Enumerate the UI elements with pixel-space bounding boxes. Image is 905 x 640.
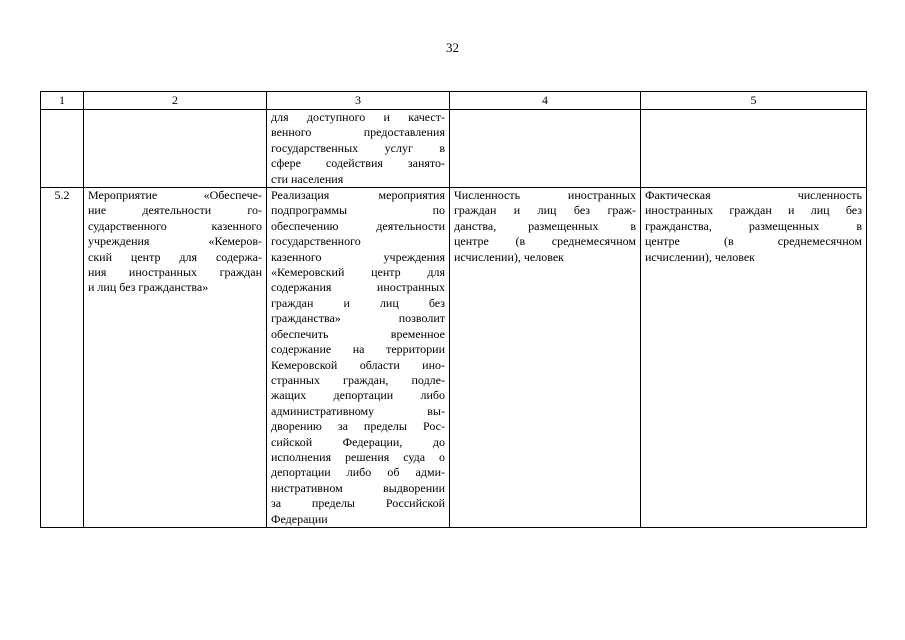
text-line: и лиц без гражданства» xyxy=(88,280,209,295)
text-line: гражданства, размещенных в xyxy=(645,218,862,233)
cell-result-indicator xyxy=(641,188,867,528)
column-number-5: 5 xyxy=(641,92,867,110)
text-line: венного предоставления xyxy=(271,125,445,140)
cell-measure-empty xyxy=(84,110,267,188)
cell-item-number: 5.2 xyxy=(41,188,84,528)
text-line: Численность иностранных xyxy=(454,188,636,203)
text-line: центре (в среднемесячном xyxy=(645,234,862,249)
cell-description-continued xyxy=(267,110,450,188)
text-line: депортации либо об адми- xyxy=(271,465,445,480)
text-line: исчислении), человек xyxy=(645,249,755,264)
text-line: странных граждан, подле- xyxy=(271,372,445,387)
text-line: содержание на территории xyxy=(271,342,445,357)
text-line: дворению за пределы Рос- xyxy=(271,419,445,434)
cell-text xyxy=(88,188,262,296)
text-line: для доступного и качест- xyxy=(271,110,445,124)
text-line: государственного xyxy=(271,234,361,249)
cell-indicator-empty xyxy=(450,110,641,188)
text-line: сфере содействия занято- xyxy=(271,156,445,171)
column-number-row xyxy=(41,92,867,110)
text-line: ский центр для содержа- xyxy=(88,249,262,264)
text-line: казенного учреждения xyxy=(271,249,445,264)
cell-number-empty xyxy=(41,110,84,188)
table-row-5-2 xyxy=(41,188,867,528)
text-line: Кемеровской области ино- xyxy=(271,357,445,372)
text-line: сти населения xyxy=(271,171,344,186)
text-line: данства, размещенных в xyxy=(454,218,636,233)
text-line: жащих депортации либо xyxy=(271,388,445,403)
text-line: центре (в среднемесячном xyxy=(454,234,636,249)
text-line: обеспечению деятельности xyxy=(271,218,445,233)
text-line: ние деятельности го- xyxy=(88,203,262,218)
cell-result-empty xyxy=(641,110,867,188)
text-line: содержания иностранных xyxy=(271,280,445,295)
page-number: 32 xyxy=(446,40,459,55)
text-line: «Кемеровский центр для xyxy=(271,265,445,280)
text-line: Мероприятие «Обеспече- xyxy=(88,188,262,203)
cell-text xyxy=(271,188,445,527)
text-line: Федерации xyxy=(271,511,328,526)
cell-indicator xyxy=(450,188,641,528)
text-line: государственных услуг в xyxy=(271,140,445,155)
text-line: учреждения «Кемеров- xyxy=(88,234,262,249)
text-line: сийской Федерации, до xyxy=(271,434,445,449)
text-line: административному вы- xyxy=(271,403,445,418)
column-number-1: 1 xyxy=(41,92,84,110)
table-row-continuation xyxy=(41,110,867,188)
text-line: за пределы Российской xyxy=(271,496,445,511)
cell-text xyxy=(645,188,862,265)
measures-table xyxy=(40,91,867,528)
text-line: исполнения решения суда о xyxy=(271,449,445,464)
text-line: иностранных граждан и лиц без xyxy=(645,203,862,218)
column-number-3: 3 xyxy=(267,92,450,110)
text-line: обеспечить временное xyxy=(271,326,445,341)
text-line: граждан и лиц без граж- xyxy=(454,203,636,218)
text-line: граждан и лиц без xyxy=(271,295,445,310)
text-line: нистративном выдворении xyxy=(271,480,445,495)
text-line: ния иностранных граждан xyxy=(88,265,262,280)
cell-measure-description xyxy=(267,188,450,528)
text-line: подпрограммы по xyxy=(271,203,445,218)
cell-text xyxy=(454,188,636,265)
column-number-2: 2 xyxy=(84,92,267,110)
text-line: Фактическая численность xyxy=(645,188,862,203)
text-line: гражданства» позволит xyxy=(271,311,445,326)
cell-text xyxy=(271,110,445,187)
column-number-4: 4 xyxy=(450,92,641,110)
text-line: сударственного казенного xyxy=(88,218,262,233)
cell-measure-name xyxy=(84,188,267,528)
text-line: Реализация мероприятия xyxy=(271,188,445,203)
text-line: исчислении), человек xyxy=(454,249,564,264)
